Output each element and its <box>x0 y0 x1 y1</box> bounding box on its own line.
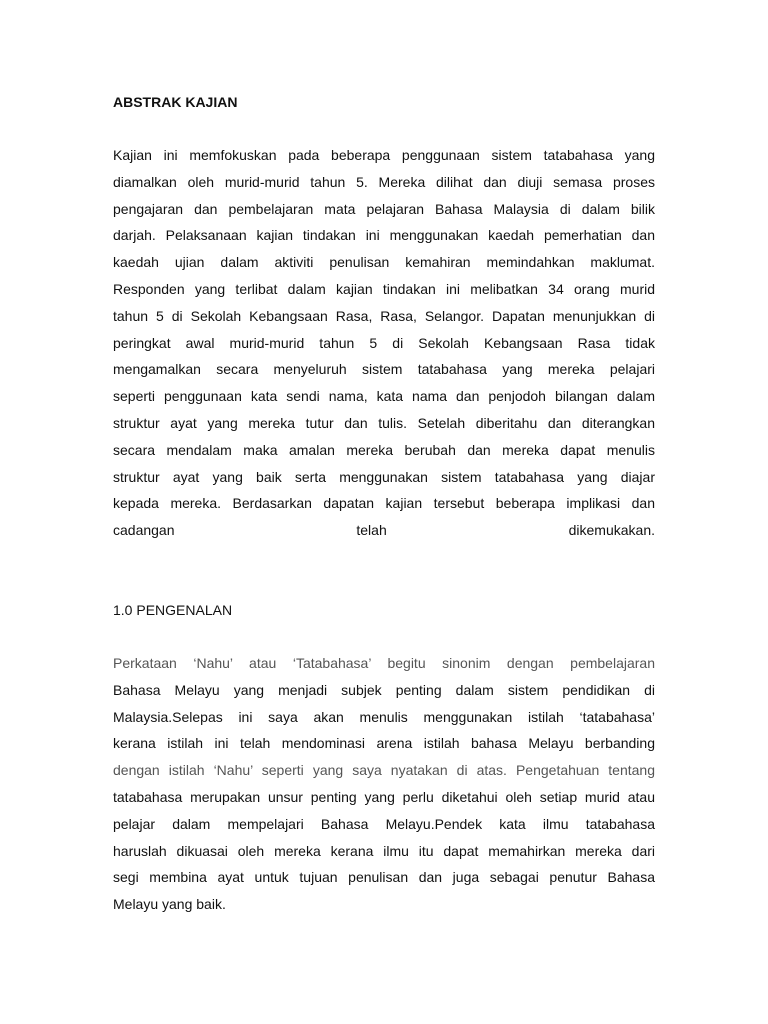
introduction-line: dengan istilah ‘Nahu’ seperti yang saya nyatakan di atas. Pengetahuan tentang <box>113 762 655 779</box>
introduction-line: pelajar dalam mempelajari Bahasa Melayu.Pendek kata ilmu tatabahasa <box>113 815 655 832</box>
abstract-line: seperti penggunaan kata sendi nama, kata nama dan penjodoh bilangan dalam <box>113 388 655 405</box>
abstract-line: pengajaran dan pembelajaran mata pelajaran Bahasa Malaysia di dalam bilik <box>113 200 655 217</box>
abstract-line: struktur ayat yang baik serta menggunakan sistem tatabahasa yang diajar <box>113 468 655 485</box>
abstract-line: Kajian ini memfokuskan pada beberapa penggunaan sistem tatabahasa yang <box>113 147 655 163</box>
abstract-line: kaedah ujian dalam aktiviti penulisan kemahiran memindahkan maklumat. <box>113 254 655 271</box>
introduction-line: Malaysia.Selepas ini saya akan menulis menggunakan istilah ‘tatabahasa’ <box>113 708 655 725</box>
abstract-line: cadangan telah dikemukakan. <box>113 522 655 539</box>
abstract-line: tahun 5 di Sekolah Kebangsaan Rasa, Rasa, Selangor. Dapatan menunjukkan di <box>113 307 655 324</box>
introduction-line: haruslah dikuasai oleh mereka kerana ilmu itu dapat memahirkan mereka dari <box>113 842 655 859</box>
introduction-paragraph <box>113 653 655 921</box>
abstract-line: mengamalkan secara menyeluruh sistem tatabahasa yang mereka pelajari <box>113 361 655 378</box>
abstract-line: darjah. Pelaksanaan kajian tindakan ini menggunakan kaedah pemerhatian dan <box>113 227 655 244</box>
introduction-line: Bahasa Melayu yang menjadi subjek penting dalam sistem pendidikan di <box>113 681 655 698</box>
abstract-line: peringkat awal murid-murid tahun 5 di Sekolah Kebangsaan Rasa tidak <box>113 334 655 351</box>
introduction-line: Melayu yang baik. <box>113 896 226 913</box>
introduction-line: Perkataan ‘Nahu’ atau ‘Tatabahasa’ begitu sinonim dengan pembelajaran <box>113 655 655 671</box>
abstract-line: secara mendalam maka amalan mereka berubah dan mereka dapat menulis <box>113 441 655 458</box>
abstract-line: kepada mereka. Berdasarkan dapatan kajian tersebut beberapa implikasi dan <box>113 495 655 512</box>
introduction-heading: 1.0 PENGENALAN <box>113 602 233 618</box>
abstract-line: Responden yang terlibat dalam kajian tindakan ini melibatkan 34 orang murid <box>113 280 655 297</box>
abstract-paragraph <box>113 145 655 547</box>
abstract-line: struktur ayat yang mereka tutur dan tulis. Setelah diberitahu dan diterangkan <box>113 414 655 431</box>
abstract-line: diamalkan oleh murid-murid tahun 5. Mereka dilihat dan diuji semasa proses <box>113 173 655 190</box>
introduction-line: tatabahasa merupakan unsur penting yang perlu diketahui oleh setiap murid atau <box>113 788 655 805</box>
introduction-line: kerana istilah ini telah mendominasi arena istilah bahasa Melayu berbanding <box>113 735 655 752</box>
introduction-line: segi membina ayat untuk tujuan penulisan dan juga sebagai penutur Bahasa <box>113 869 655 886</box>
abstract-heading: ABSTRAK KAJIAN <box>113 94 238 110</box>
